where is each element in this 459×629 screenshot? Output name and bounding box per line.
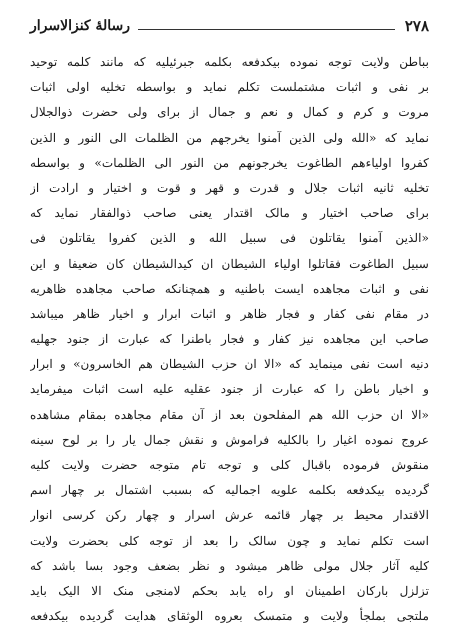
text-line: نفی و اثبات مجاهده ایست باطنیه و همچنانکه صاحب مجاهده ظاهریه (30, 281, 429, 296)
text-line: نماید که «الله ولی الذین آمنوا یخرجهم من الظلمات الی النور و الذین (30, 130, 429, 145)
text-line: است تکلم نماید و چون سالک را بعد از توجه کلی بحضرت ولایت (30, 533, 429, 548)
text-line: صاحب این مجاهده نیز کفار و فجار باطنرا که عبارت از جنود جهلیه (30, 332, 429, 347)
running-title: رسالهٔ کنزالاسرار (30, 18, 130, 34)
text-line: الاقتدار محیط بر چهار قائمه عرش اسرار و چهار رکن کرسی انوار (30, 508, 429, 523)
text-line: «الذین آمنوا یقاتلون فی سبیل الله و الذین کفروا یقاتلون فی (30, 231, 429, 246)
text-line: منقوش فرموده باقبال کلی و توجه تام متوجه حضرت ولایت کلیه (30, 458, 429, 472)
text-line: برای صاحب اختیار و مالک اقتدار یعنی صاحب ذوالفقار نماید که (30, 206, 429, 221)
header-rule (138, 29, 395, 30)
text-line: مروت و کرم و کمال و نعم و جمال از برای ولی حضرت ذوالجلال (30, 105, 429, 120)
text-line: ملتجی بملجأ ولایت و متمسک بعروه الوثقای هدایت گردیده بیکدفعه (30, 609, 429, 624)
text-line: گردیده بیکدفعه بکلمه علویه اجمالیه که بسبب اشتمال بر چهار اسم (30, 483, 429, 498)
text-line: کلیه آثار جلال مولی ظاهر میشود و نظر بضعف وجود بسا باشد که (30, 558, 429, 573)
text-line: عروج نموده اغیار را بالکلیه فراموش و نقش جمال یار را بر لوح سینه (30, 432, 429, 447)
page-number: ۲۷۸ (404, 17, 429, 35)
text-line: تزلزل بارکان اطمینان او راه یابد بحکم لامنجی منک الا الیک باید (30, 583, 429, 598)
text-line: بباطن ولایت توجه نموده بیکدفعه بکلمه جبرئیلیه که مانند کلمه توحید (30, 55, 429, 69)
text-line: در مقام نفی کفار و فجار ظاهر و اثبات ابرار و اخیار ظاهر میباشد (30, 306, 429, 321)
text-line: و اخیار باطن را که عبارت از جنود عقلیه علیه است اثبات میفرماید (30, 382, 429, 397)
text-line: سبیل الطاغوت فقاتلوا اولیاء الشیطان ان کیدالشیطان کان ضعیفا و این (30, 256, 429, 271)
text-line: «الا ان حزب الله هم المفلحون بعد از آن مقام مجاهده بمقام مشاهده (30, 407, 429, 422)
text-line: تخلیه ثانیه اثبات جلال و قدرت و قهر و قوت و اختیار و ارادت از (30, 180, 429, 195)
text-line: بر نفی و اثبات مشتملست تکلم نماید و بواسطه تخلیه اولی اثبات (30, 80, 429, 95)
page-header (30, 10, 429, 36)
text-line: کفروا اولیاءهم الطاغوت یخرجونهم من النور الی الظلمات» و بواسطه (30, 155, 429, 170)
text-line: دنیه است نفی مینماید که «الا ان حزب الشیطان هم الخاسرون» و ابرار (30, 357, 429, 372)
body-text (30, 50, 429, 629)
